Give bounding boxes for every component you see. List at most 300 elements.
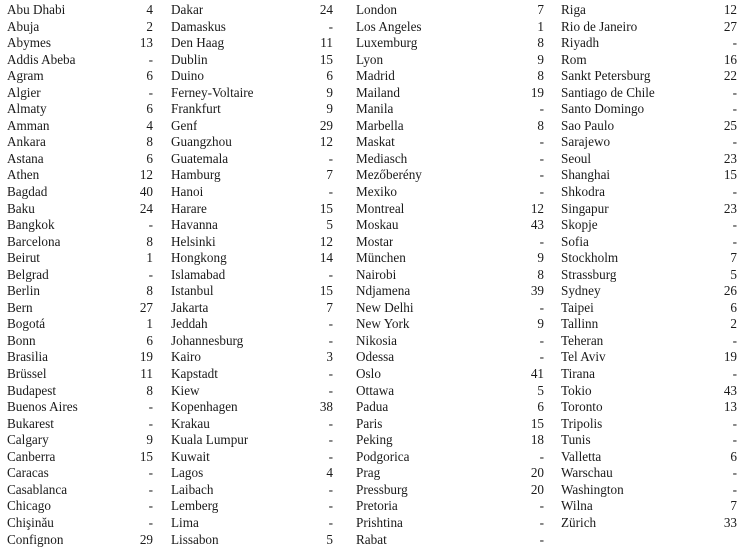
list-item bbox=[171, 432, 333, 449]
city-name: Chişinău bbox=[7, 514, 54, 530]
list-item bbox=[356, 449, 544, 466]
city-name: Damaskus bbox=[171, 18, 226, 34]
city-count: - bbox=[328, 366, 333, 382]
list-item bbox=[171, 515, 333, 532]
city-count: 43 bbox=[723, 382, 737, 398]
list-item bbox=[356, 217, 544, 234]
city-count: - bbox=[732, 465, 737, 481]
city-name: Moskau bbox=[356, 217, 399, 233]
list-item bbox=[561, 167, 737, 184]
city-count: - bbox=[732, 332, 737, 348]
city-count: 9 bbox=[537, 51, 544, 67]
city-name: Sarajewo bbox=[561, 134, 611, 150]
city-name: Sydney bbox=[561, 283, 601, 299]
city-count: 33 bbox=[723, 514, 737, 530]
city-name: Padua bbox=[356, 399, 389, 415]
city-count: 19 bbox=[139, 349, 153, 365]
city-count: 24 bbox=[319, 2, 333, 17]
city-count: 20 bbox=[530, 465, 544, 481]
city-name: Marbella bbox=[356, 117, 404, 133]
list-item bbox=[356, 432, 544, 449]
city-count: - bbox=[148, 514, 153, 530]
list-item bbox=[171, 35, 333, 52]
city-count: 6 bbox=[146, 101, 153, 117]
city-count: 20 bbox=[530, 481, 544, 497]
city-name: Toronto bbox=[561, 399, 603, 415]
list-item bbox=[356, 85, 544, 102]
city-count: 7 bbox=[326, 167, 333, 183]
list-item bbox=[356, 250, 544, 267]
list-item bbox=[356, 267, 544, 284]
list-item bbox=[7, 383, 153, 400]
city-count: - bbox=[148, 266, 153, 282]
city-count: 41 bbox=[530, 366, 544, 382]
city-name: Stockholm bbox=[561, 250, 619, 266]
list-item bbox=[356, 68, 544, 85]
city-count: 5 bbox=[326, 531, 333, 547]
list-item bbox=[561, 234, 737, 251]
list-item bbox=[561, 101, 737, 118]
city-count: 15 bbox=[319, 283, 333, 299]
city-name: Harare bbox=[171, 200, 207, 216]
list-item bbox=[561, 151, 737, 168]
city-count: - bbox=[148, 84, 153, 100]
city-name: Wilna bbox=[561, 498, 593, 514]
city-name: Dakar bbox=[171, 2, 204, 17]
list-item bbox=[7, 449, 153, 466]
list-item bbox=[171, 482, 333, 499]
list-item bbox=[356, 118, 544, 135]
city-count: 3 bbox=[326, 349, 333, 365]
city-count: 16 bbox=[723, 51, 737, 67]
city-count: 25 bbox=[723, 117, 737, 133]
city-count: - bbox=[148, 399, 153, 415]
city-count: - bbox=[732, 481, 737, 497]
city-count: - bbox=[328, 18, 333, 34]
list-item bbox=[7, 283, 153, 300]
city-name: New Delhi bbox=[356, 299, 414, 315]
city-name: Mexiko bbox=[356, 184, 398, 200]
list-item bbox=[356, 2, 544, 19]
list-item bbox=[356, 52, 544, 69]
list-item bbox=[7, 316, 153, 333]
list-item bbox=[561, 85, 737, 102]
city-count: - bbox=[328, 332, 333, 348]
list-item bbox=[7, 465, 153, 482]
city-name: Rio de Janeiro bbox=[561, 18, 638, 34]
city-count: - bbox=[539, 184, 544, 200]
city-name: Hamburg bbox=[171, 167, 221, 183]
list-item bbox=[561, 482, 737, 499]
list-item bbox=[561, 465, 737, 482]
city-name: Odessa bbox=[356, 349, 395, 365]
list-item bbox=[7, 482, 153, 499]
city-name: Confignon bbox=[7, 531, 64, 547]
city-count: 19 bbox=[723, 349, 737, 365]
city-count: - bbox=[328, 150, 333, 166]
city-name: Budapest bbox=[7, 382, 57, 398]
city-count: - bbox=[732, 233, 737, 249]
city-name: Lissabon bbox=[171, 531, 219, 547]
city-name: Bonn bbox=[7, 332, 36, 348]
city-count: - bbox=[539, 134, 544, 150]
city-name: Canberra bbox=[7, 448, 56, 464]
list-item bbox=[171, 85, 333, 102]
city-count: 11 bbox=[140, 366, 153, 382]
city-column-1 bbox=[7, 2, 153, 548]
city-count: 6 bbox=[537, 399, 544, 415]
city-count: - bbox=[328, 514, 333, 530]
list-item bbox=[7, 399, 153, 416]
city-count: - bbox=[328, 316, 333, 332]
city-count: 24 bbox=[139, 200, 153, 216]
list-item bbox=[171, 349, 333, 366]
city-name: Bukarest bbox=[7, 415, 54, 431]
list-item bbox=[356, 416, 544, 433]
city-name: Lemberg bbox=[171, 498, 219, 514]
city-name: Sao Paulo bbox=[561, 117, 615, 133]
city-name: Chicago bbox=[7, 498, 51, 514]
list-item bbox=[356, 515, 544, 532]
city-name: Paris bbox=[356, 415, 383, 431]
city-count: 29 bbox=[319, 117, 333, 133]
city-count: - bbox=[539, 349, 544, 365]
city-name: Tunis bbox=[561, 432, 591, 448]
list-item bbox=[7, 151, 153, 168]
city-count: 6 bbox=[326, 68, 333, 84]
city-name: Kuala Lumpur bbox=[171, 432, 249, 448]
list-item bbox=[561, 399, 737, 416]
list-item bbox=[7, 217, 153, 234]
city-name: Belgrad bbox=[7, 266, 49, 282]
city-name: Caracas bbox=[7, 465, 49, 481]
city-count: 8 bbox=[537, 117, 544, 133]
list-item bbox=[171, 201, 333, 218]
list-item bbox=[171, 399, 333, 416]
city-name: Tokio bbox=[561, 382, 592, 398]
city-name: Amman bbox=[7, 117, 50, 133]
city-name: Bern bbox=[7, 299, 33, 315]
list-item bbox=[171, 283, 333, 300]
city-count: - bbox=[539, 498, 544, 514]
city-name: Mailand bbox=[356, 84, 400, 100]
list-item bbox=[7, 167, 153, 184]
list-item bbox=[561, 184, 737, 201]
city-name: Pretoria bbox=[356, 498, 398, 514]
city-count: 9 bbox=[537, 250, 544, 266]
city-name: Rom bbox=[561, 51, 587, 67]
list-item bbox=[7, 118, 153, 135]
list-item bbox=[561, 68, 737, 85]
city-name: Abymes bbox=[7, 35, 51, 51]
city-name: Havanna bbox=[171, 217, 218, 233]
city-count: 12 bbox=[530, 200, 544, 216]
city-count: 7 bbox=[730, 250, 737, 266]
city-name: Tirana bbox=[561, 366, 595, 382]
city-count: 40 bbox=[139, 184, 153, 200]
city-name: Buenos Aires bbox=[7, 399, 78, 415]
city-name: Podgorica bbox=[356, 448, 410, 464]
list-item bbox=[561, 349, 737, 366]
list-item bbox=[7, 19, 153, 36]
city-count: 8 bbox=[146, 134, 153, 150]
list-item bbox=[7, 85, 153, 102]
list-item bbox=[171, 465, 333, 482]
city-name: Dublin bbox=[171, 51, 208, 67]
city-count: - bbox=[732, 184, 737, 200]
city-column-4 bbox=[561, 2, 737, 532]
city-count: 27 bbox=[723, 18, 737, 34]
list-item bbox=[561, 432, 737, 449]
city-name: Sankt Petersburg bbox=[561, 68, 651, 84]
city-name: Luxemburg bbox=[356, 35, 418, 51]
list-item bbox=[171, 217, 333, 234]
list-item bbox=[561, 201, 737, 218]
city-name: Baku bbox=[7, 200, 35, 216]
city-name: Shanghai bbox=[561, 167, 611, 183]
city-count: 8 bbox=[146, 382, 153, 398]
city-count: 23 bbox=[723, 150, 737, 166]
city-count: - bbox=[732, 84, 737, 100]
list-item bbox=[356, 465, 544, 482]
city-count: - bbox=[539, 514, 544, 530]
list-item bbox=[171, 498, 333, 515]
city-name: Bagdad bbox=[7, 184, 48, 200]
list-item bbox=[7, 416, 153, 433]
city-name: Santiago de Chile bbox=[561, 84, 655, 100]
city-count: - bbox=[732, 35, 737, 51]
list-item bbox=[7, 432, 153, 449]
list-item bbox=[7, 234, 153, 251]
city-count: 8 bbox=[146, 233, 153, 249]
city-name: Athen bbox=[7, 167, 40, 183]
city-count: 6 bbox=[146, 68, 153, 84]
list-item bbox=[561, 118, 737, 135]
city-name: Taipei bbox=[561, 299, 594, 315]
city-count: - bbox=[328, 498, 333, 514]
list-item bbox=[356, 316, 544, 333]
city-count: 22 bbox=[723, 68, 737, 84]
city-count: 13 bbox=[723, 399, 737, 415]
city-count: - bbox=[328, 432, 333, 448]
city-count: - bbox=[328, 448, 333, 464]
city-name: Ankara bbox=[7, 134, 46, 150]
city-count: 2 bbox=[730, 316, 737, 332]
list-item bbox=[7, 532, 153, 549]
city-name: Guangzhou bbox=[171, 134, 232, 150]
list-item bbox=[171, 383, 333, 400]
city-name: Nairobi bbox=[356, 266, 397, 282]
city-name: Kapstadt bbox=[171, 366, 218, 382]
city-count: 12 bbox=[139, 167, 153, 183]
list-item bbox=[356, 366, 544, 383]
city-count: 9 bbox=[326, 101, 333, 117]
list-item bbox=[561, 134, 737, 151]
city-count: - bbox=[148, 481, 153, 497]
list-item bbox=[171, 449, 333, 466]
city-count: 43 bbox=[530, 217, 544, 233]
city-count: 8 bbox=[146, 283, 153, 299]
city-column-2 bbox=[171, 2, 333, 548]
city-name: Helsinki bbox=[171, 233, 216, 249]
list-item bbox=[171, 118, 333, 135]
city-count: 15 bbox=[319, 51, 333, 67]
city-count: - bbox=[148, 465, 153, 481]
list-item bbox=[7, 68, 153, 85]
city-name: Madrid bbox=[356, 68, 395, 84]
city-count: 7 bbox=[730, 498, 737, 514]
list-item bbox=[356, 532, 544, 549]
city-name: Tripolis bbox=[561, 415, 603, 431]
list-item bbox=[356, 498, 544, 515]
list-item bbox=[171, 101, 333, 118]
city-name: Casablanca bbox=[7, 481, 68, 497]
list-item bbox=[356, 35, 544, 52]
city-name: Almaty bbox=[7, 101, 47, 117]
city-name: Duino bbox=[171, 68, 204, 84]
list-item bbox=[171, 300, 333, 317]
list-item bbox=[7, 333, 153, 350]
city-name: Manila bbox=[356, 101, 394, 117]
city-count: 6 bbox=[730, 448, 737, 464]
city-name: Algier bbox=[7, 84, 41, 100]
city-name: Valletta bbox=[561, 448, 602, 464]
list-item bbox=[171, 250, 333, 267]
list-item bbox=[356, 283, 544, 300]
city-count: 39 bbox=[530, 283, 544, 299]
list-item bbox=[356, 151, 544, 168]
city-count: - bbox=[539, 448, 544, 464]
city-count: - bbox=[328, 184, 333, 200]
city-name: Addis Abeba bbox=[7, 51, 76, 67]
city-name: Lagos bbox=[171, 465, 204, 481]
city-count: 5 bbox=[730, 266, 737, 282]
city-count: - bbox=[732, 415, 737, 431]
city-name: Hongkong bbox=[171, 250, 227, 266]
city-name: New York bbox=[356, 316, 410, 332]
city-count: 2 bbox=[146, 18, 153, 34]
city-name: Prishtina bbox=[356, 514, 403, 530]
city-count: 8 bbox=[537, 68, 544, 84]
list-item bbox=[171, 68, 333, 85]
city-name: Calgary bbox=[7, 432, 49, 448]
city-name: Frankfurt bbox=[171, 101, 221, 117]
city-name: Teheran bbox=[561, 332, 604, 348]
list-item bbox=[561, 283, 737, 300]
city-count: 1 bbox=[146, 316, 153, 332]
list-item bbox=[7, 35, 153, 52]
city-count: 6 bbox=[146, 332, 153, 348]
city-count: - bbox=[732, 432, 737, 448]
city-count: - bbox=[148, 498, 153, 514]
list-item bbox=[7, 201, 153, 218]
city-name: Riyadh bbox=[561, 35, 600, 51]
city-count: 13 bbox=[139, 35, 153, 51]
list-item bbox=[7, 134, 153, 151]
city-count: 18 bbox=[530, 432, 544, 448]
city-name: Washington bbox=[561, 481, 624, 497]
city-name: Jakarta bbox=[171, 299, 209, 315]
city-name: Mezőberény bbox=[356, 167, 422, 183]
city-name: Ndjamena bbox=[356, 283, 411, 299]
list-item bbox=[7, 366, 153, 383]
list-item bbox=[7, 498, 153, 515]
city-count: - bbox=[732, 366, 737, 382]
city-name: Sofia bbox=[561, 233, 589, 249]
city-count: 5 bbox=[537, 382, 544, 398]
list-item bbox=[561, 333, 737, 350]
list-item bbox=[561, 515, 737, 532]
city-count: 15 bbox=[530, 415, 544, 431]
city-name: Maskat bbox=[356, 134, 395, 150]
city-name: Peking bbox=[356, 432, 393, 448]
list-item bbox=[356, 333, 544, 350]
city-count: 7 bbox=[537, 2, 544, 17]
list-item bbox=[356, 101, 544, 118]
list-item bbox=[7, 2, 153, 19]
city-name: Lima bbox=[171, 514, 199, 530]
city-name: Pressburg bbox=[356, 481, 408, 497]
city-count: 8 bbox=[537, 35, 544, 51]
list-item bbox=[356, 383, 544, 400]
list-item bbox=[171, 366, 333, 383]
city-name: Laibach bbox=[171, 481, 214, 497]
city-name: Guatemala bbox=[171, 150, 229, 166]
city-name: Abu Dhabi bbox=[7, 2, 66, 17]
list-item bbox=[561, 383, 737, 400]
list-item bbox=[171, 19, 333, 36]
city-name: Abuja bbox=[7, 18, 40, 34]
list-item bbox=[356, 234, 544, 251]
city-count: - bbox=[539, 167, 544, 183]
list-item bbox=[7, 250, 153, 267]
city-column-3 bbox=[356, 2, 544, 548]
list-item bbox=[171, 267, 333, 284]
city-name: Skopje bbox=[561, 217, 598, 233]
city-name: Bangkok bbox=[7, 217, 55, 233]
city-name: Warschau bbox=[561, 465, 613, 481]
city-count: - bbox=[539, 150, 544, 166]
city-name: Kairo bbox=[171, 349, 202, 365]
list-item bbox=[561, 416, 737, 433]
list-item bbox=[561, 2, 737, 19]
city-name: Nikosia bbox=[356, 332, 398, 348]
city-count: - bbox=[539, 233, 544, 249]
city-count: 11 bbox=[320, 35, 333, 51]
city-count: 26 bbox=[723, 283, 737, 299]
list-item bbox=[561, 217, 737, 234]
city-name: Den Haag bbox=[171, 35, 225, 51]
list-item bbox=[171, 167, 333, 184]
city-name: Kuwait bbox=[171, 448, 210, 464]
city-name: Mediasch bbox=[356, 150, 408, 166]
city-name: Beirut bbox=[7, 250, 40, 266]
city-count: 29 bbox=[139, 531, 153, 547]
city-name: Shkodra bbox=[561, 184, 605, 200]
city-name: Mostar bbox=[356, 233, 394, 249]
list-item bbox=[7, 349, 153, 366]
city-count: 12 bbox=[319, 134, 333, 150]
city-name: Istanbul bbox=[171, 283, 214, 299]
city-name: Astana bbox=[7, 150, 44, 166]
city-count: 9 bbox=[537, 316, 544, 332]
city-count: 1 bbox=[537, 18, 544, 34]
city-count: 4 bbox=[146, 2, 153, 17]
city-count: 38 bbox=[319, 399, 333, 415]
list-item bbox=[561, 35, 737, 52]
city-name: Agram bbox=[7, 68, 44, 84]
city-count: - bbox=[328, 415, 333, 431]
